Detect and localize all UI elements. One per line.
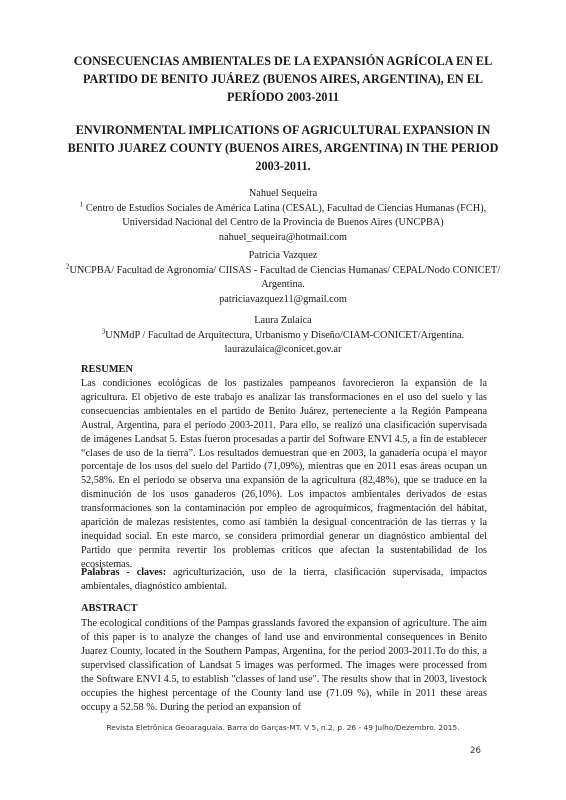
author-block-2 bbox=[60, 249, 506, 307]
author-affiliation bbox=[60, 264, 506, 293]
resumen-heading: RESUMEN bbox=[81, 364, 133, 375]
keywords-label: Palabras - claves: bbox=[81, 567, 167, 578]
author-name: Patricia Vazquez bbox=[248, 250, 318, 261]
keywords-text: agriculturización, uso de la tierra, clasificación supervisada, impactos ambientales, diagnóstico ambiental. bbox=[81, 567, 487, 592]
author-affiliation bbox=[60, 202, 506, 231]
affiliation-marker: 3 bbox=[101, 327, 106, 336]
keywords-line bbox=[81, 566, 487, 594]
author-email[interactable]: patriciavazquez11@gmail.com bbox=[219, 293, 347, 305]
affiliation-text: UNMdP / Facultad de Arquitectura, Urbanismo y Diseño/CIAM-CONICET/Argentina. bbox=[105, 329, 465, 341]
abstract-heading: ABSTRACT bbox=[81, 603, 138, 614]
page-number: 26 bbox=[470, 746, 481, 756]
affiliation-marker: 2 bbox=[65, 262, 70, 271]
author-block-3 bbox=[60, 314, 506, 358]
author-email[interactable]: laurazulaica@conicet.gov.ar bbox=[224, 344, 342, 355]
title-spanish: CONSECUENCIAS AMBIENTALES DE LA EXPANSIÓN AGRÍCOLA EN EL PARTIDO DE BENITO JUÁREZ (BUENOS AIRES, ARGENTINA), EN EL PERÍODO 2003-2011 bbox=[73, 54, 493, 104]
author-name: Nahuel Sequeira bbox=[248, 188, 318, 199]
resumen-paragraph: Las condiciones ecológicas de los pastizales pampeanos favorecieron la expansión de la agricultura. El objetivo de este trabajo es analizar las transformaciones en el uso del suelo y las consecuencias ambientales en el partido de Benito Juárez, perteneciente a la Región Pampeana Austral, Argentina, para el período 2003-2011. Para ello, se realizó una clasificación supervisada de imágenes Landsat 5. Estas fueron procesadas a partir del Software ENVI 4.5, a fin de establecer “clases de uso de la tierra”. Los resultados demuestran que en 2003, la ganadería ocupa el mayor porcentaje de los usos del suelo del Partido (71,09%), mientras que en 2011 esas áreas ocupan un 52,58%. En el período se observa una expansión de la agricultura (82,48%), que se traduce en la disminución de los usos ganaderos (26,10%). Los impactos ambientales derivados de estas transformaciones son la contaminación por empleo de agroquímicos, fragmentación del hábitat, aparición de malezas resistentes, como así también la desigual concentración de las tierras y la inequidad social. En este marco, se considera primordial generar un diagnóstico ambiental del Partido que permita revertir los problemas críticos que afectan la sustentabilidad de los ecosistemas. bbox=[81, 378, 487, 570]
title-english: ENVIRONMENTAL IMPLICATIONS OF AGRICULTURAL EXPANSION IN BENITO JUAREZ COUNTY (BUENOS AIRES, ARGENTINA) IN THE PERIOD 2003-2011. bbox=[67, 123, 499, 173]
author-name: Laura Zulaica bbox=[254, 315, 312, 326]
journal-footer: Revista Eletrônica Geoaraguaia. Barra do Garças-MT. V 5, n.2, p. 26 - 49 Julho/Dezembro. 2015. bbox=[106, 723, 460, 732]
author-email[interactable]: nahuel_sequeira@hotmail.com bbox=[218, 231, 348, 243]
affiliation-text: UNCPBA/ Facultad de Agronomía/ CIISAS - Facultad de Ciencias Humanas/ CEPAL/Nodo CONICET/ Argentina. bbox=[69, 264, 501, 290]
affiliation-marker: 1 bbox=[79, 200, 84, 209]
abstract-paragraph: The ecological conditions of the Pampas grasslands favored the expansion of agriculture. The aim of this paper is to analyze the changes of land use and environmental consequences in Benito Juarez County, located in the Southern Pampas, Argentina, for the period 2003-2011.To do this, a supervised classification of Landsat 5 images was performed. The images were processed from the Software ENVI 4.5, to establish "classes of land use". The results show that in 2003, livestock occupies the highest percentage of the County land use (71.09 %), while in 2011 these areas occupy a 52.58 %. During the period an expansion of bbox=[81, 618, 487, 713]
author-block-1 bbox=[60, 187, 506, 245]
affiliation-text: Centro de Estudios Sociales de América Latina (CESAL), Facultad de Ciencias Humanas (FCH), Universidad Nacional del Centro de la Provincia de Buenos Aires (UNCPBA) bbox=[83, 202, 487, 228]
author-affiliation bbox=[60, 329, 506, 344]
